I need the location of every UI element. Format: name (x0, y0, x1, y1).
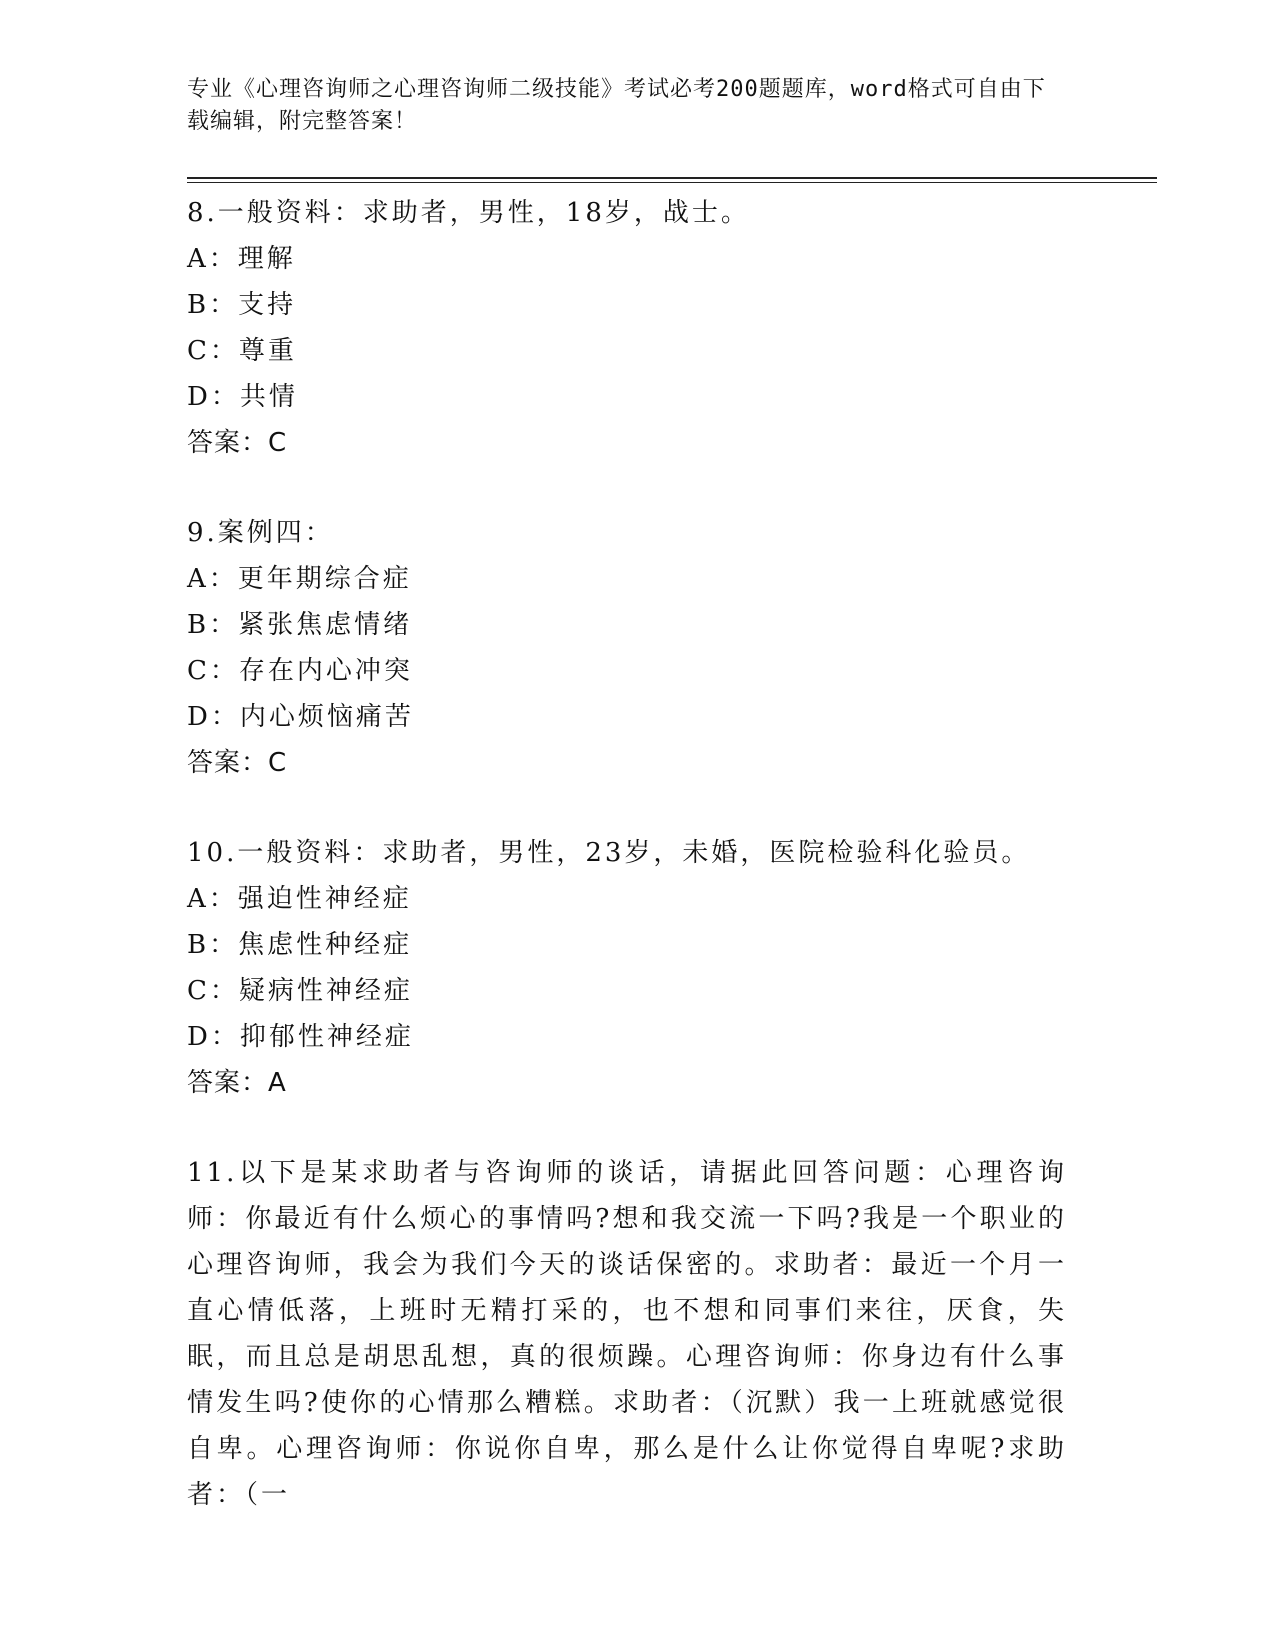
answer-line: 答案：C (187, 748, 288, 778)
answer-line: 答案：A (187, 1068, 287, 1098)
header-divider-thin (187, 182, 1157, 183)
option-b: B：支持 (187, 290, 297, 320)
option-c: C：尊重 (187, 336, 297, 366)
option-d: D：抑郁性神经症 (187, 1022, 414, 1052)
question-9 (187, 510, 1087, 786)
spacer (187, 466, 1087, 510)
question-stem: 8.一般资料：求助者，男性，18岁，战士。 (187, 198, 750, 228)
question-8 (187, 190, 1087, 466)
question-11 (187, 1150, 1087, 1518)
option-d: D：共情 (187, 382, 298, 412)
option-c: C：疑病性神经症 (187, 976, 413, 1006)
document-header: 专业《心理咨询师之心理咨询师二级技能》考试必考200题题库，word格式可自由下载编辑，附完整答案！ (187, 77, 1046, 134)
spacer (187, 786, 1087, 830)
option-a: A：更年期综合症 (187, 564, 412, 594)
question-stem: 10.一般资料：求助者，男性，23岁，未婚，医院检验科化验员。 (187, 838, 1031, 868)
answer-line: 答案：C (187, 428, 288, 458)
option-d: D：内心烦恼痛苦 (187, 702, 414, 732)
question-stem: 9.案例四： (187, 518, 334, 548)
option-a: A：理解 (187, 244, 296, 274)
option-a: A：强迫性神经症 (187, 884, 412, 914)
spacer (187, 1106, 1087, 1150)
option-c: C：存在内心冲突 (187, 656, 413, 686)
header-divider (187, 177, 1157, 179)
question-list (187, 190, 1087, 1518)
option-b: B：焦虑性种经症 (187, 930, 413, 960)
option-b: B：紧张焦虑情绪 (187, 610, 413, 640)
question-10 (187, 830, 1087, 1106)
question-stem: 11.以下是某求助者与咨询师的谈话，请据此回答问题：心理咨询师：你最近有什么烦心的事情吗?想和我交流一下吗?我是一个职业的心理咨询师，我会为我们今天的谈话保密的。求助者：最近一个月一直心情低落，上班时无精打采的，也不想和同事们来往，厌食，失眠，而且总是胡思乱想，真的很烦躁。心理咨询师：你身边有什么事情发生吗?使你的心情那么糟糕。求助者：（沉默）我一上班就感觉很自卑。心理咨询师：你说你自卑，那么是什么让你觉得自卑呢?求助者：（一 (187, 1158, 1067, 1510)
